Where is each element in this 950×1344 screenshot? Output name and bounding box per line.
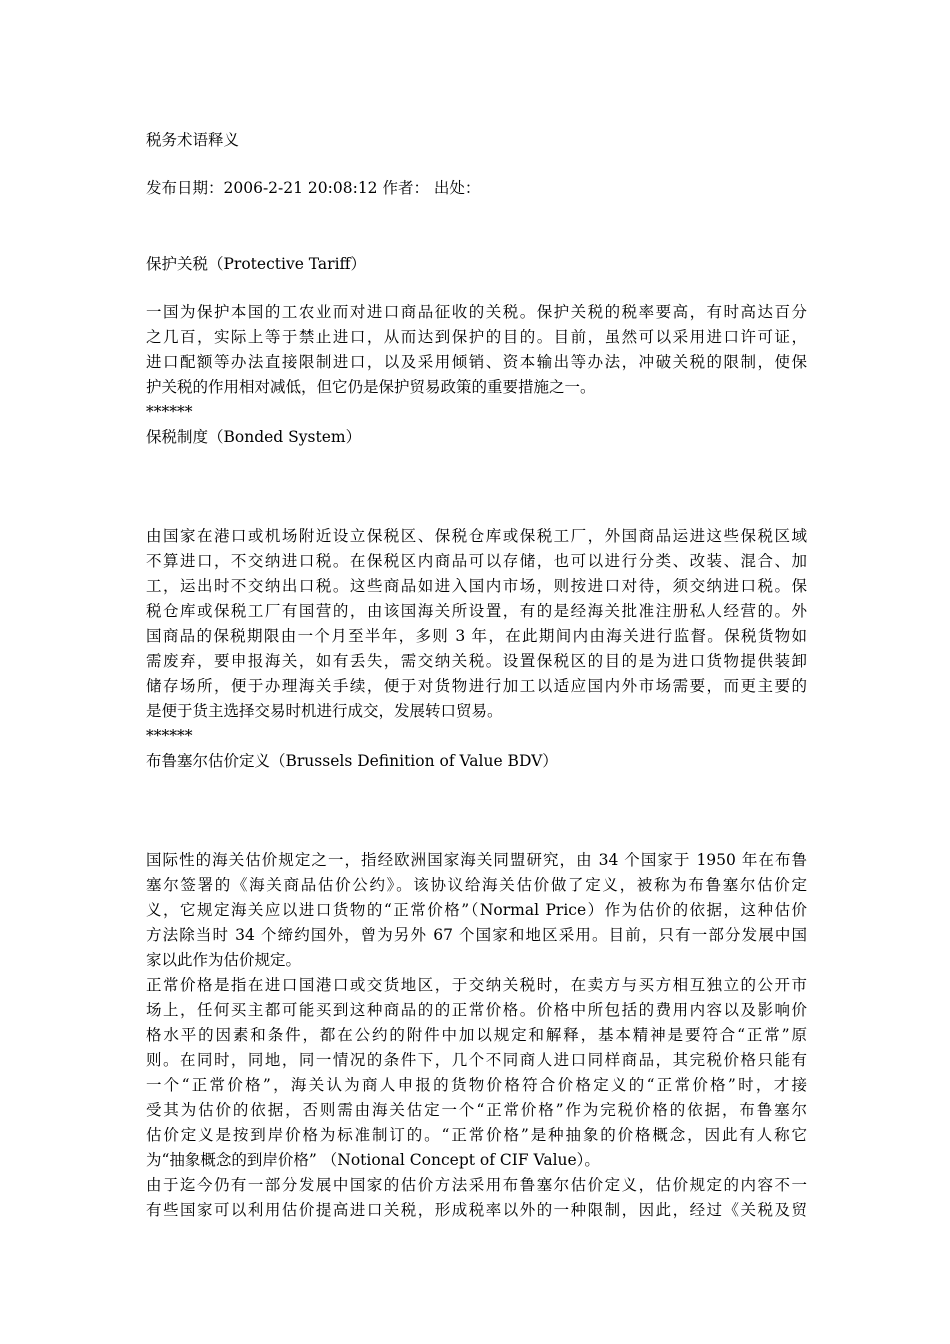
paragraph-line: 之几百，实际上等于禁止进口，从而达到保护的目的。目前，虽然可以采用进口许可证， — [146, 328, 807, 346]
paragraph-line: 正常价格是指在进口国港口或交货地区，于交纳关税时，在卖方与买方相互独立的公开市 — [146, 976, 807, 994]
paragraph-line: 估价定义是按到岸价格为标准制订的。“正常价格”是种抽象的价格概念，因此有人称它 — [146, 1126, 807, 1144]
section-heading: 布鲁塞尔估价定义（Brussels Definition of Value BDV） — [146, 752, 558, 770]
paragraph-line: 不算进口，不交纳进口税。在保税区内商品可以存储，也可以进行分类、改装、混合、加 — [146, 552, 807, 570]
paragraph-line: 护关税的作用相对减低，但它仍是保护贸易政策的重要措施之一。 — [146, 378, 596, 396]
paragraph-line: 受其为估价的依据，否则需由海关估定一个“正常价格”作为完税价格的依据，布鲁塞尔 — [146, 1101, 807, 1119]
paragraph-line: 为“抽象概念的到岸价格” （Notional Concept of CIF Value）。 — [146, 1151, 600, 1169]
paragraph-line: 方法除当时 34 个缔约国外，曾为另外 67 个国家和地区采用。目前，只有一部分发展中国 — [146, 926, 807, 944]
paragraph-line: 由于迄今仍有一部分发展中国家的估价方法采用布鲁塞尔估价定义，估价规定的内容不一 — [146, 1176, 807, 1194]
paragraph-line: 格水平的因素和条件，都在公约的附件中加以规定和解释，基本精神是要符合“正常”原 — [146, 1026, 807, 1044]
paragraph-line: 进口配额等办法直接限制进口，以及采用倾销、资本输出等办法，冲破关税的限制，使保 — [146, 353, 807, 371]
section-heading: 保税制度（Bonded System） — [146, 428, 362, 446]
paragraph-line: 一国为保护本国的工农业而对进口商品征收的关税。保护关税的税率要高，有时高达百分 — [146, 303, 807, 321]
paragraph-line: 则。在同时，同地，同一情况的条件下，几个不同商人进口同样商品，其完税价格只能有 — [146, 1051, 807, 1069]
publish-meta: 发布日期：2006-2-21 20:08:12 作者： 出处： — [146, 179, 481, 197]
document-title: 税务术语释义 — [146, 131, 240, 149]
paragraph-line: 有些国家可以利用估价提高进口关税，形成税率以外的一种限制，因此，经过《关税及贸 — [146, 1201, 807, 1219]
separator: ****** — [146, 727, 193, 745]
paragraph-line: 由国家在港口或机场附近设立保税区、保税仓库或保税工厂，外国商品运进这些保税区域 — [146, 527, 807, 545]
separator: ****** — [146, 403, 193, 421]
paragraph-line: 是便于货主选择交易时机进行成交，发展转口贸易。 — [146, 702, 503, 720]
paragraph-line: 税仓库或保税工厂有国营的，由该国海关所设置，有的是经海关批准注册私人经营的。外 — [146, 602, 807, 620]
paragraph-line: 义，它规定海关应以进口货物的“正常价格”（Normal Price）作为估价的依据，这种估价 — [146, 901, 807, 919]
section-heading: 保护关税（Protective Tariff） — [146, 255, 367, 273]
paragraph-line: 家以此作为估价规定。 — [146, 951, 302, 969]
paragraph-line: 国际性的海关估价规定之一，指经欧洲国家海关同盟研究，由 34 个国家于 1950 年在布鲁 — [146, 851, 807, 869]
paragraph-line: 国商品的保税期限由一个月至半年，多则 3 年，在此期间内由海关进行监督。保税货物如 — [146, 627, 807, 645]
paragraph-line: 塞尔签署的《海关商品估价公约》。该协议给海关估价做了定义，被称为布鲁塞尔估价定 — [146, 876, 807, 894]
paragraph-line: 储存场所，便于办理海关手续，便于对货物进行加工以适应国内外市场需要，而更主要的 — [146, 677, 807, 695]
paragraph-line: 场上，任何买主都可能买到这种商品的的正常价格。价格中所包括的费用内容以及影响价 — [146, 1001, 807, 1019]
paragraph-line: 一个“正常价格”，海关认为商人申报的货物价格符合价格定义的“正常价格”时，才接 — [146, 1076, 807, 1094]
paragraph-line: 工，运出时不交纳出口税。这些商品如进入国内市场，则按进口对待，须交纳进口税。保 — [146, 577, 807, 595]
paragraph-line: 需废弃，要申报海关，如有丢失，需交纳关税。设置保税区的目的是为进口货物提供装卸 — [146, 652, 807, 670]
